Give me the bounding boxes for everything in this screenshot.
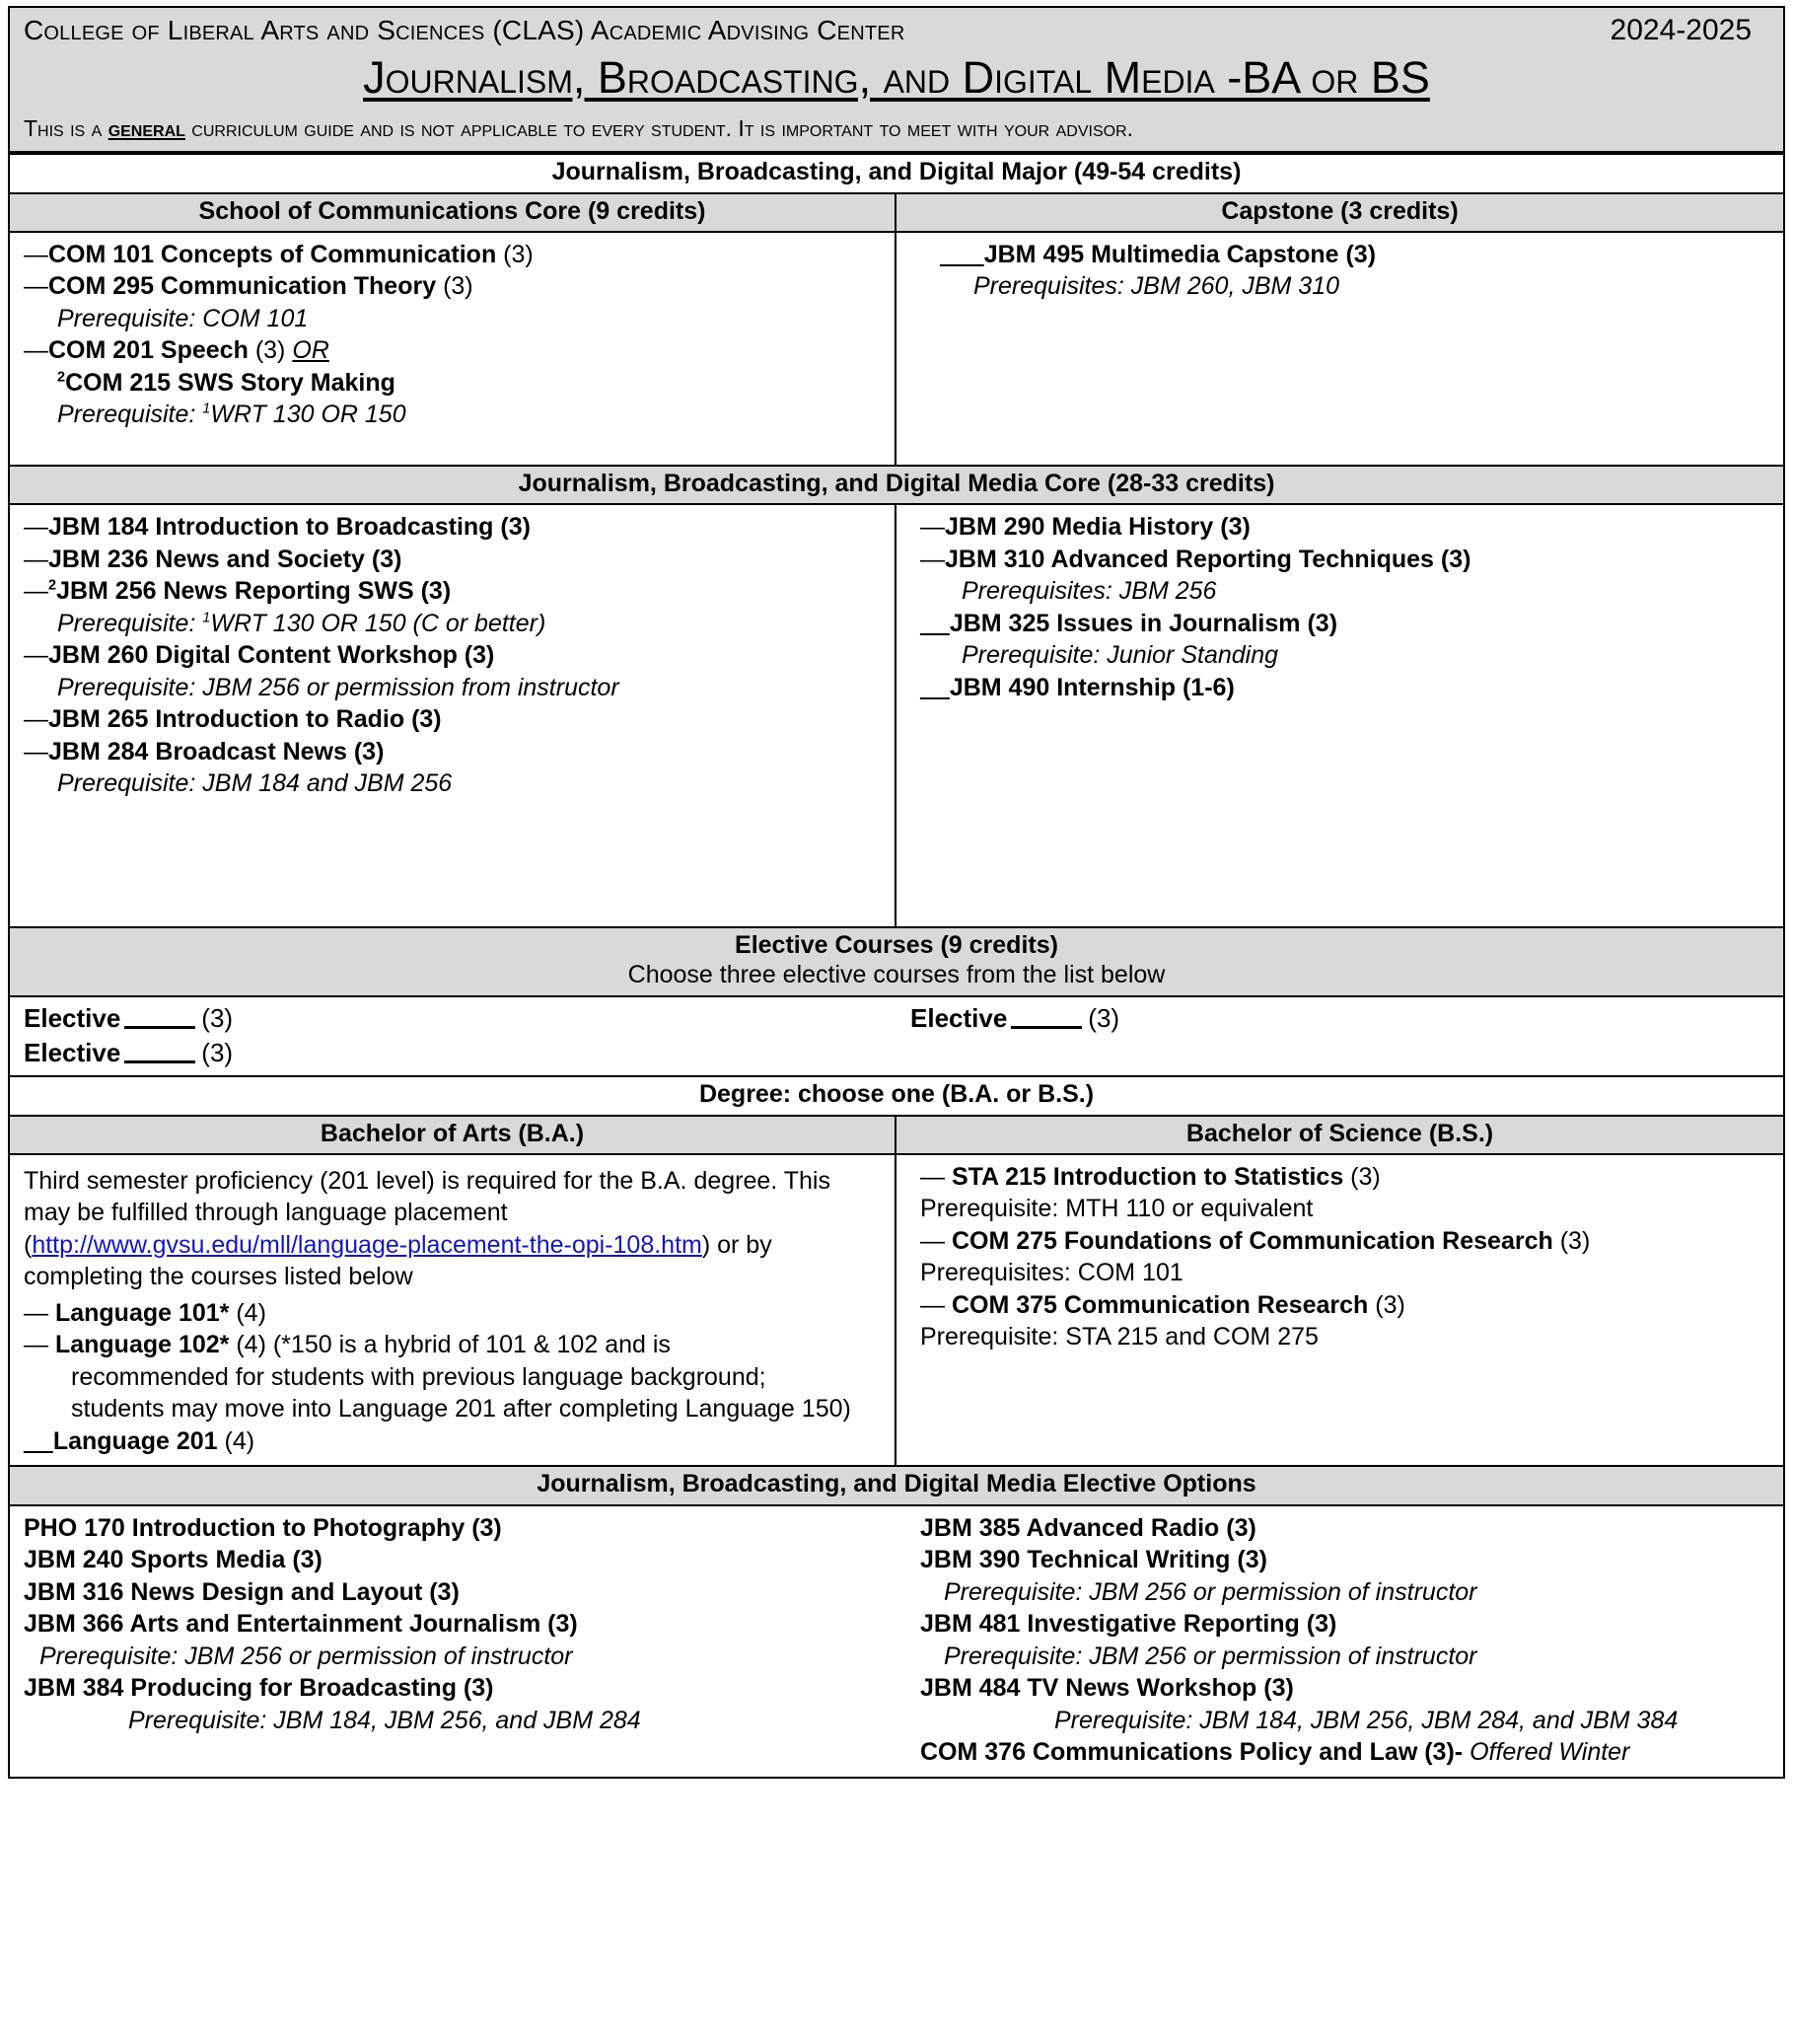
elective-band-subtitle: Choose three elective courses from the list below — [627, 961, 1166, 989]
checkoff-blank: __ — [920, 673, 950, 701]
course-line — [896, 1736, 1783, 1769]
elective-blank-line[interactable] — [10, 1036, 896, 1070]
dash-marker: — — [24, 272, 48, 301]
course-code: JBM 384 Producing for Broadcasting — [24, 1674, 457, 1703]
course-line — [10, 736, 895, 768]
jbm-core-band: Journalism, Broadcasting, and Digital Media Core (28-33 credits) — [10, 465, 1783, 506]
dash-marker: — — [920, 513, 945, 542]
elective-options-band: Journalism, Broadcasting, and Digital Media Elective Options — [10, 1465, 1783, 1506]
course-line — [896, 1608, 1783, 1641]
course-line — [896, 544, 1783, 576]
elective-band-title: Elective Courses (9 credits) — [735, 930, 1058, 959]
course-credits: (3) — [1350, 1162, 1381, 1191]
course-code: JBM 484 TV News Workshop — [920, 1674, 1257, 1703]
course-code: COM 375 Communication Research — [951, 1290, 1369, 1319]
course-credits: (3) — [503, 240, 534, 268]
course-line — [896, 239, 1783, 271]
elective-blanks-right — [896, 997, 1783, 1076]
dash-marker: — — [24, 1331, 48, 1359]
elective-courses-band — [10, 926, 1783, 997]
dash-marker: — — [24, 240, 48, 268]
prereq-text: WRT 130 OR 150 (C or better) — [210, 609, 546, 637]
course-line — [896, 672, 1783, 704]
language-placement-link[interactable]: http://www.gvsu.edu/mll/language-placement-the-opi-108.htm — [32, 1230, 702, 1259]
course-code: COM 376 Communications Policy and Law — [920, 1738, 1418, 1767]
degree-band: Degree: choose one (B.A. or B.S.) — [10, 1075, 1783, 1117]
checkoff-blank: __ — [920, 609, 950, 637]
prerequisite-note: Prerequisites: COM 101 — [920, 1259, 1183, 1287]
course-line — [10, 1293, 895, 1330]
course-credits: (3) — [1306, 1610, 1337, 1639]
course-line — [896, 608, 1783, 640]
prerequisite-note: Prerequisite: JBM 256 or permission of instructor — [39, 1642, 573, 1670]
course-line — [10, 367, 895, 400]
course-credits: (3) — [1263, 1674, 1294, 1703]
course-code: JBM 316 News Design and Layout — [24, 1577, 423, 1606]
dash-marker: — — [24, 513, 48, 542]
jbm-core-left-column — [10, 505, 896, 926]
course-line — [10, 1608, 896, 1641]
capstone-header: Capstone (3 credits) — [896, 194, 1783, 233]
elective-blank-line[interactable] — [10, 1001, 896, 1036]
course-line — [10, 239, 895, 271]
course-code: Language 201 — [52, 1426, 218, 1455]
com-core-column — [10, 233, 896, 465]
course-line — [10, 334, 895, 367]
course-code: JBM 290 Media History (3) — [945, 513, 1251, 542]
course-code: COM 215 SWS Story Making — [65, 368, 395, 397]
course-line — [10, 703, 895, 736]
course-code: JBM 284 Broadcast News (3) — [48, 737, 385, 766]
elective-credits: (3) — [1088, 1002, 1120, 1033]
course-credits: (3) — [429, 1577, 460, 1606]
course-credits: (3) — [254, 336, 286, 365]
elective-credits: (3) — [201, 1002, 234, 1033]
elective-options-left — [10, 1506, 896, 1777]
dash-marker: — — [24, 545, 48, 573]
elective-credits: (3) — [201, 1037, 234, 1067]
dash-marker: — — [920, 1226, 945, 1255]
course-credits: (3) — [1237, 1546, 1267, 1574]
course-line — [896, 1672, 1783, 1705]
bs-header: Bachelor of Science (B.S.) — [896, 1117, 1783, 1155]
course-credits: (4) (*150 is a hybrid of 101 & 102 and is — [236, 1331, 671, 1359]
prerequisite-note: Prerequisite: MTH 110 or equivalent — [920, 1195, 1314, 1223]
prerequisite-note: Prerequisite: JBM 184 and JBM 256 — [57, 769, 453, 798]
course-credits: (3) — [547, 1610, 578, 1639]
com-core-header: School of Communications Core (9 credits) — [10, 194, 896, 233]
prerequisite-note: Prerequisite: JBM 184, JBM 256, JBM 284, and JBM 384 — [1054, 1706, 1679, 1734]
course-code: JBM 184 Introduction to Broadcasting (3) — [48, 513, 531, 542]
checkoff-blank: __ — [24, 1426, 53, 1455]
elective-options-columns — [10, 1506, 1783, 1777]
course-code: COM 201 Speech — [48, 336, 249, 365]
course-line — [896, 1512, 1783, 1545]
course-line — [896, 1161, 1783, 1194]
prerequisite-note: Prerequisite: JBM 256 or permission of instructor — [944, 1577, 1477, 1606]
elective-label: Elective — [910, 1002, 1008, 1033]
course-code: JBM 390 Technical Writing — [920, 1546, 1231, 1574]
elective-blanks-left — [10, 997, 896, 1076]
disclaimer-general-emphasis: general — [108, 114, 185, 141]
course-credits: (3) — [1375, 1290, 1405, 1319]
course-note-continuation: recommended for students with previous language background; — [71, 1362, 766, 1391]
college-name: College of Liberal Arts and Sciences (CLAS) Academic Advising Center — [24, 15, 905, 45]
dash-marker: — — [920, 1162, 945, 1191]
dash-marker: — — [24, 641, 48, 670]
checkoff-blank: ___ — [940, 240, 984, 268]
course-code: Language 102* — [54, 1331, 230, 1359]
course-credits: (4) — [236, 1298, 266, 1327]
elective-label: Elective — [24, 1002, 121, 1033]
prerequisite-note: Prerequisite: Junior Standing — [962, 641, 1279, 670]
prerequisite-note: Prerequisite: COM 101 — [57, 304, 309, 332]
course-code: JBM 481 Investigative Reporting — [920, 1610, 1300, 1639]
elective-label: Elective — [24, 1037, 121, 1067]
course-line — [10, 270, 895, 303]
dash-marker: — — [24, 1298, 48, 1327]
course-code: COM 275 Foundations of Communication Research — [951, 1226, 1553, 1255]
footnote-marker: 2 — [48, 578, 57, 594]
prerequisite-note: Prerequisite: JBM 256 or permission of instructor — [944, 1642, 1477, 1670]
dash-marker: — — [24, 336, 48, 365]
page-title: Journalism, Broadcasting, and Digital Media -BA or BS — [363, 52, 1430, 103]
disclaimer-part-b: curriculum guide and is not applicable to every student. It is important to meet with your advisor. — [184, 114, 1134, 141]
prereq-label: Prerequisite: — [57, 401, 203, 429]
course-line — [896, 1225, 1783, 1258]
disclaimer-part-a: This is a — [24, 114, 108, 141]
prerequisite-note — [10, 399, 895, 431]
course-line — [896, 1544, 1783, 1576]
course-code: JBM 260 Digital Content Workshop (3) — [48, 641, 495, 670]
course-line — [10, 1512, 896, 1545]
course-line — [10, 1425, 895, 1458]
course-code: JBM 495 Multimedia Capstone (3) — [983, 240, 1377, 268]
core-columns — [10, 233, 1783, 465]
prerequisite-note — [10, 608, 895, 640]
dash-marker: — — [24, 705, 48, 734]
prereq-text: WRT 130 OR 150 — [210, 401, 406, 429]
dash-marker: — — [920, 1290, 945, 1319]
major-band-header: Journalism, Broadcasting, and Digital Major (49-54 credits) — [10, 153, 1783, 194]
course-code: JBM 385 Advanced Radio — [920, 1513, 1220, 1542]
core-column-headers — [10, 194, 1783, 233]
course-code: JBM 256 News Reporting SWS (3) — [56, 577, 452, 606]
course-credits: (3) — [471, 1513, 502, 1542]
course-code: Language 101* — [54, 1298, 230, 1327]
prereq-label: Prerequisite: — [57, 609, 203, 637]
masthead-top-row — [24, 14, 1769, 47]
course-offering-note: Offered Winter — [1463, 1738, 1630, 1767]
prerequisite-note: Prerequisites: JBM 260, JBM 310 — [973, 272, 1339, 301]
course-code: JBM 265 Introduction to Radio (3) — [48, 705, 442, 734]
course-credits: (3) — [1559, 1226, 1591, 1255]
course-line — [896, 1289, 1783, 1322]
course-code: JBM 236 News and Society (3) — [48, 545, 402, 573]
course-line — [10, 1544, 896, 1576]
jbm-core-right-column — [896, 505, 1783, 926]
elective-write-in-blank[interactable] — [124, 1026, 195, 1029]
prerequisite-note: Prerequisite: STA 215 and COM 275 — [920, 1323, 1319, 1351]
ba-proficiency-paragraph — [10, 1161, 895, 1293]
course-line — [10, 1329, 895, 1361]
degree-column-headers — [10, 1117, 1783, 1155]
elective-write-in-blank[interactable] — [1011, 1026, 1082, 1029]
course-code: PHO 170 Introduction to Photography — [24, 1513, 466, 1542]
ba-paragraph — [24, 1165, 881, 1293]
course-line — [10, 511, 895, 544]
course-line — [10, 544, 895, 576]
prerequisite-note: Prerequisite: JBM 256 or permission from instructor — [57, 673, 619, 701]
course-line — [10, 1672, 896, 1705]
academic-year: 2024-2025 — [1610, 14, 1752, 46]
course-credits: (3) — [292, 1546, 323, 1574]
course-line — [896, 511, 1783, 544]
course-credits: (3) — [443, 272, 473, 301]
elective-blanks-row — [10, 997, 1783, 1076]
elective-options-right — [896, 1506, 1783, 1777]
course-code: STA 215 Introduction to Statistics — [951, 1162, 1344, 1191]
ba-column — [10, 1155, 896, 1466]
course-code: JBM 490 Internship (1-6) — [949, 673, 1235, 701]
footnote-marker: 2 — [57, 369, 66, 386]
course-code: COM 101 Concepts of Communication — [48, 240, 497, 268]
course-note-continuation: students may move into Language 201 after completing Language 150) — [71, 1395, 851, 1424]
footnote-marker: 1 — [202, 402, 211, 417]
dash-marker: — — [24, 577, 48, 606]
dash-marker: — — [24, 737, 48, 766]
course-credits: (3) — [463, 1674, 494, 1703]
ba-text-b: ) or by completing the courses listed below — [24, 1230, 772, 1291]
course-code: JBM 310 Advanced Reporting Techniques (3) — [945, 545, 1471, 573]
course-line — [10, 575, 895, 608]
course-code: JBM 325 Issues in Journalism (3) — [949, 609, 1338, 637]
course-credits: (3)- — [1424, 1738, 1464, 1767]
masthead — [8, 6, 1785, 153]
elective-blank-line[interactable] — [896, 1001, 1783, 1036]
major-table — [8, 153, 1785, 1779]
guide-disclaimer — [24, 115, 1769, 141]
bs-column — [896, 1155, 1783, 1466]
or-connector: OR — [292, 336, 329, 365]
ba-text-a: Third semester proficiency (201 level) is required for the B.A. degree. This may be fulfilled through language placement ( — [24, 1166, 830, 1259]
course-code: JBM 240 Sports Media — [24, 1546, 286, 1574]
course-credits: (3) — [1226, 1513, 1256, 1542]
ba-header: Bachelor of Arts (B.A.) — [10, 1117, 896, 1155]
course-credits: (4) — [224, 1426, 255, 1455]
course-code: COM 295 Communication Theory — [48, 272, 437, 301]
footnote-marker: 1 — [202, 610, 211, 626]
elective-write-in-blank[interactable] — [124, 1060, 195, 1063]
course-line — [10, 639, 895, 672]
degree-columns — [10, 1155, 1783, 1466]
capstone-column — [896, 233, 1783, 465]
course-code: JBM 366 Arts and Entertainment Journalism — [24, 1610, 541, 1639]
prerequisite-note: Prerequisite: JBM 184, JBM 256, and JBM 284 — [128, 1706, 641, 1734]
dash-marker: — — [920, 545, 945, 573]
prerequisite-note: Prerequisites: JBM 256 — [962, 577, 1217, 606]
course-line — [10, 1576, 896, 1609]
jbm-core-columns — [10, 505, 1783, 926]
